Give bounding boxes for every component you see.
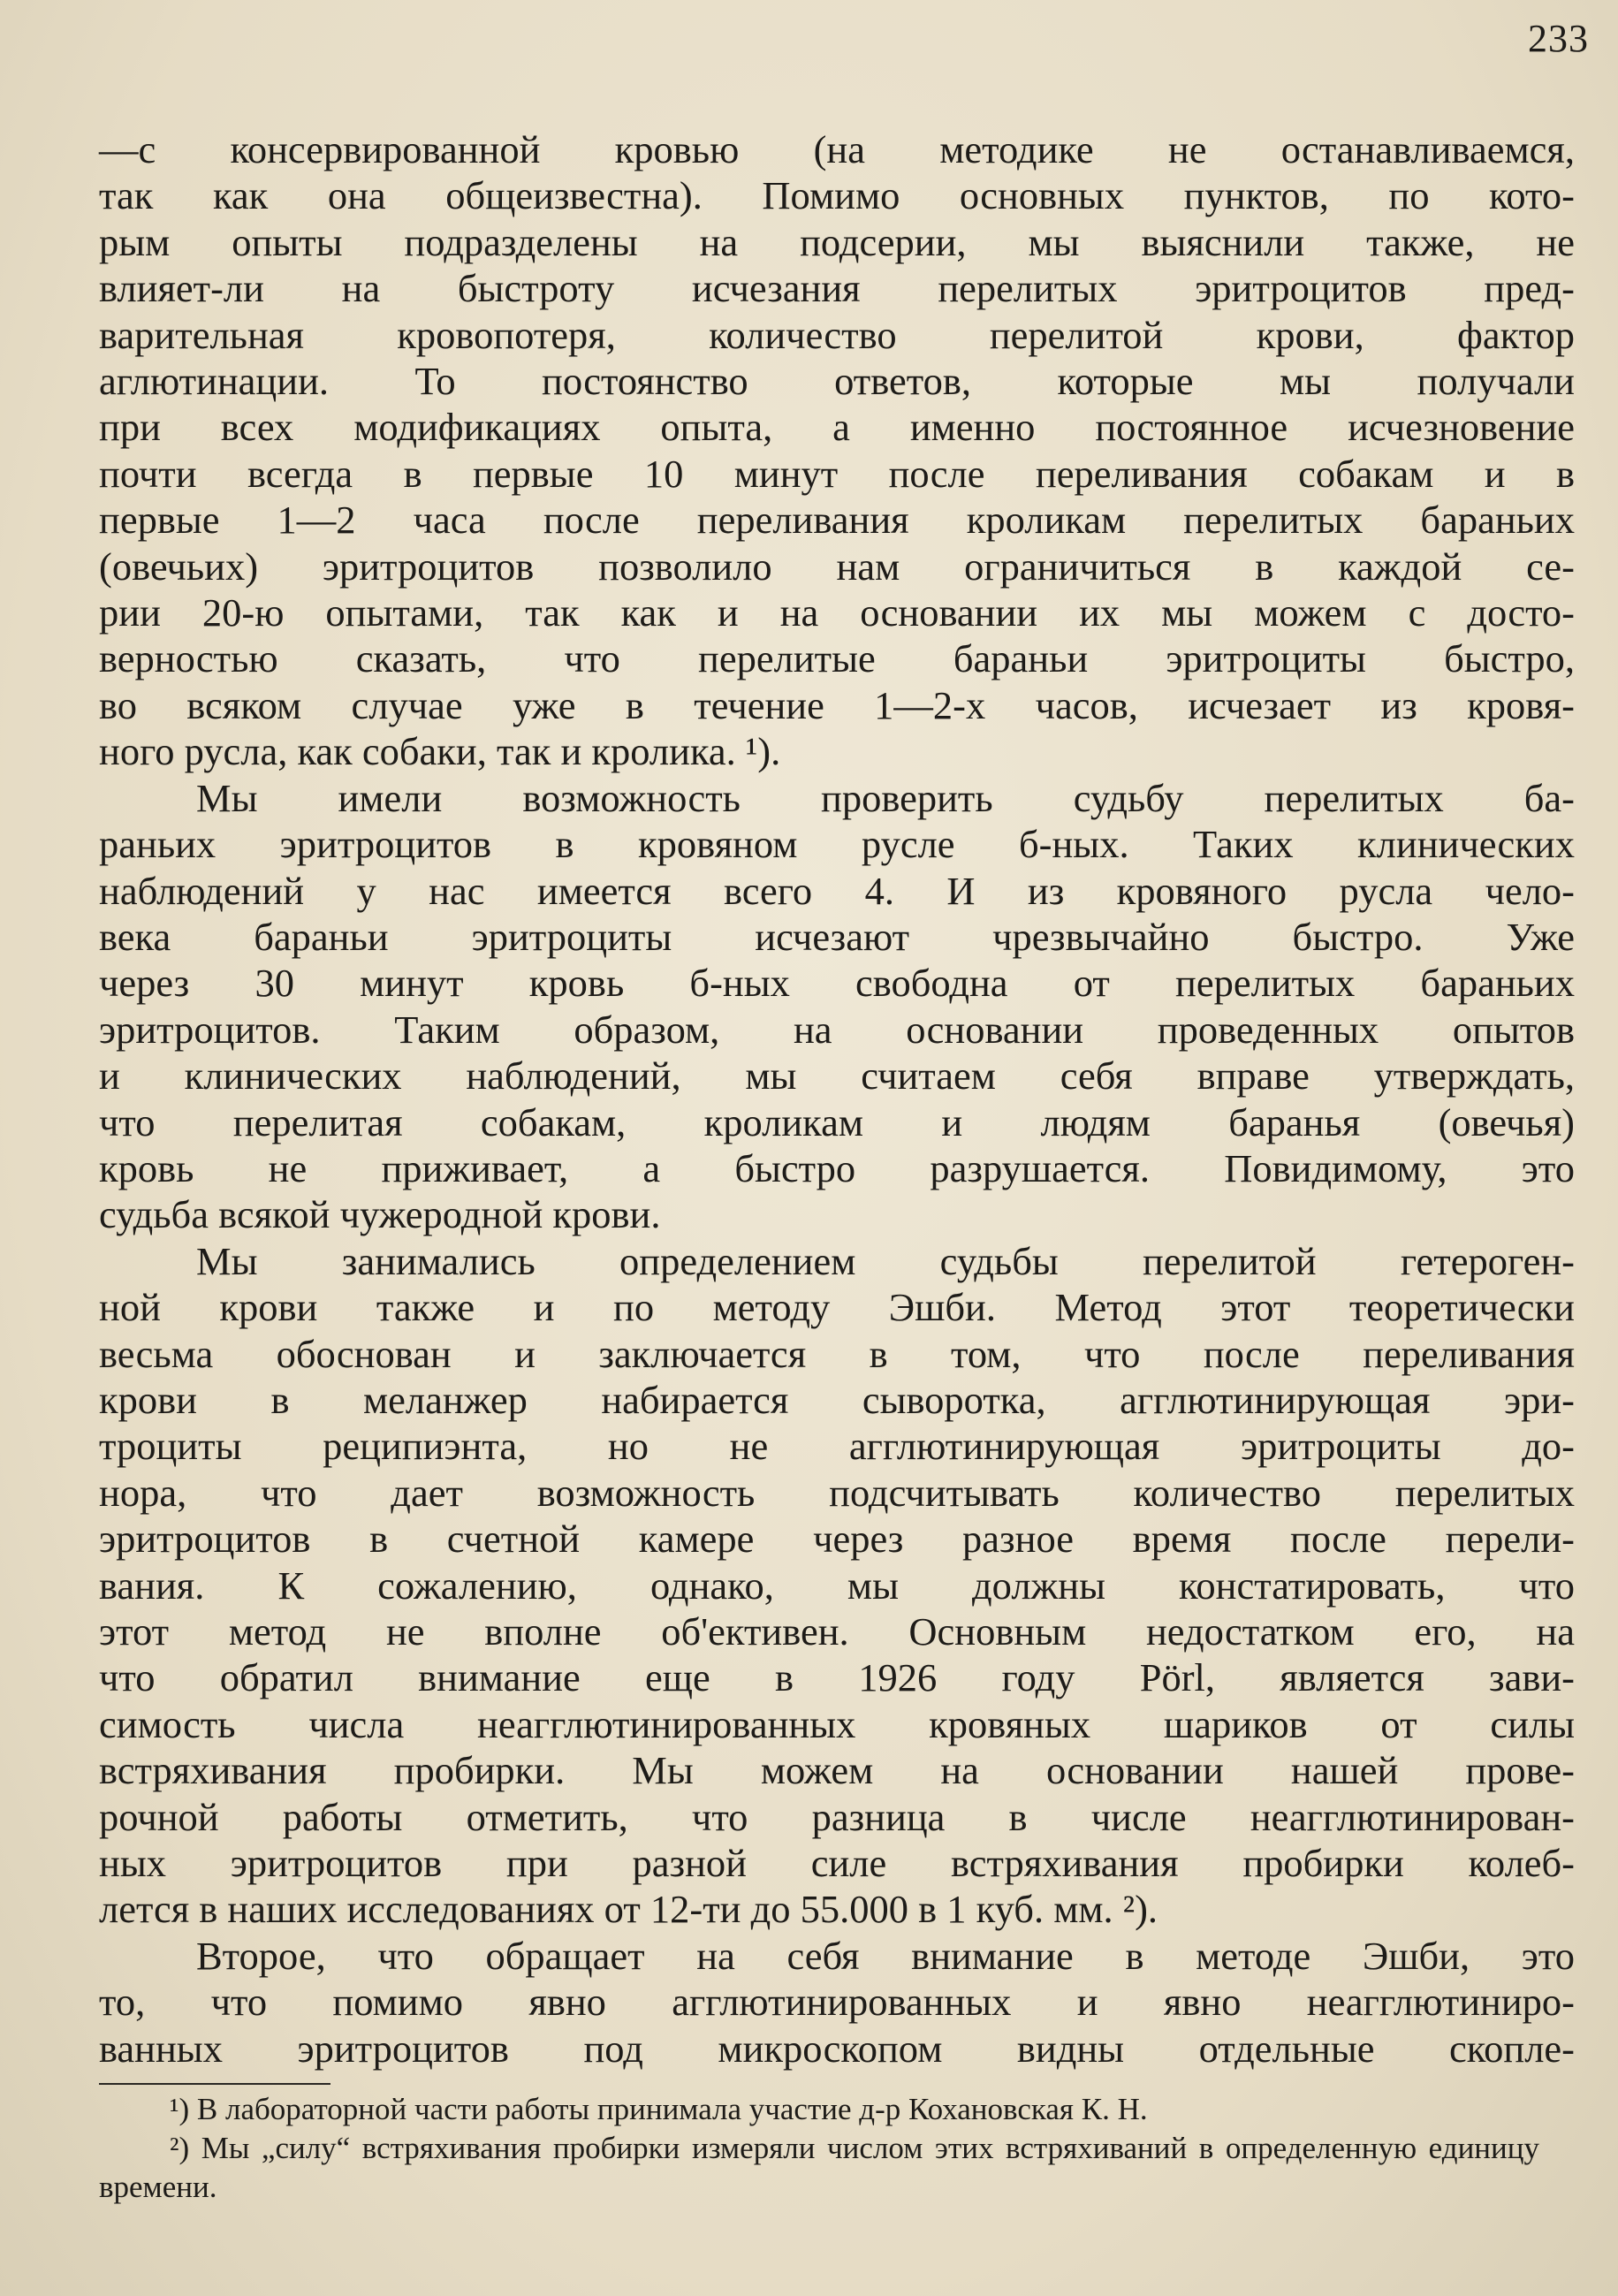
text-line: аглютинации. То постоянство ответов, которые мы получали <box>99 359 1575 404</box>
text-line: через 30 минут кровь б-ных свободна от перелитых бараньих <box>99 961 1575 1006</box>
text-line: вания. К сожалению, однако, мы должны констатировать, что <box>99 1562 1575 1608</box>
text-line: эритроцитов в счетной камере через разное время после перели- <box>99 1517 1575 1562</box>
text-line: Мы имели возможность проверить судьбу перелитых ба- <box>196 775 1575 820</box>
text-line: нора, что дает возможность подсчитывать количество перелитых <box>99 1470 1575 1515</box>
text-line: судьба всякой чужеродной крови. <box>99 1192 661 1237</box>
footnote-divider <box>99 2083 330 2085</box>
footnote-text: В лабораторной части работы принимала участие д-р Кохановская К. Н. <box>196 2092 1148 2126</box>
paragraph <box>99 1933 1575 2072</box>
text-line: то, что помимо явно агглютинированных и явно неагглютиниро- <box>99 1980 1575 2025</box>
text-line: что перелитая собакам, кроликам и людям баранья (овечья) <box>99 1099 1575 1144</box>
text-line: раньих эритроцитов в кровяном русле б-ных. Таких клинических <box>99 822 1575 867</box>
text-line: встряхивания пробирки. Мы можем на основании нашей прове- <box>99 1748 1575 1793</box>
text-line: почти всегда в первые 10 минут после переливания собакам и в <box>99 451 1575 496</box>
paragraph <box>99 775 1575 1238</box>
text-line: что обратил внимание еще в 1926 году Pörl, является зави- <box>99 1655 1575 1700</box>
text-line: влияет-ли на быстроту исчезания перелитых эритроцитов пред- <box>99 266 1575 311</box>
text-line: лется в наших исследованиях от 12-ти до 55.000 в 1 куб. мм. ²). <box>99 1887 1158 1932</box>
text-line: троциты реципиэнта, но не агглютинирующая эритроциты до- <box>99 1424 1575 1469</box>
text-line: ванных эритроцитов под микроскопом видны отдельные скопле- <box>99 2026 1575 2071</box>
text-line: верностью сказать, что перелитые бараньи эритроциты быстро, <box>99 636 1575 681</box>
footnote <box>99 2090 1539 2129</box>
text-line: и клинических наблюдений, мы считаем себя вправе утверждать, <box>99 1053 1575 1099</box>
paragraph <box>99 1238 1575 1933</box>
text-line: рии 20-ю опытами, так как и на основании их мы можем с досто- <box>99 590 1575 635</box>
text-line: этот метод не вполне об'ективен. Основным недостатком его, на <box>99 1609 1575 1654</box>
footnote-marker: ²) <box>170 2131 190 2165</box>
footnote-marker: ¹) <box>170 2092 190 2126</box>
text-line: варительная кровопотеря, количество перелитой крови, фактор <box>99 312 1575 357</box>
footnotes <box>99 2090 1539 2207</box>
text-line: кровь не приживает, а быстро разрушается. Повидимому, это <box>99 1145 1575 1190</box>
text-line: ных эритроцитов при разной силе встряхивания пробирки колеб- <box>99 1841 1575 1886</box>
text-line: ного русла, как собаки, так и кролика. ¹). <box>99 729 781 774</box>
text-line: рым опыты подразделены на подсерии, мы выяснили также, не <box>99 219 1575 264</box>
text-line: симость числа неагглютинированных кровяных шариков от силы <box>99 1701 1575 1746</box>
text-line: Второе, что обращает на себя внимание в методе Эшби, это <box>196 1933 1575 1978</box>
footnote-text: Мы „силу“ встряхивания пробирки измеряли числом этих встряхиваний в определенную единицу времени. <box>99 2131 1539 2204</box>
text-line: первые 1—2 часа после переливания кроликам перелитых бараньих <box>99 498 1575 543</box>
text-line: рочной работы отметить, что разница в числе неагглютинирован- <box>99 1794 1575 1839</box>
footnote <box>99 2129 1539 2207</box>
text-line: Мы занимались определением судьбы перелитой гетероген- <box>196 1238 1575 1283</box>
text-line: (овечьих) эритроцитов позволило нам ограничиться в каждой се- <box>99 544 1575 589</box>
text-line: так как она общеизвестна). Помимо основных пунктов, по кото- <box>99 173 1575 218</box>
paragraph <box>99 126 1575 775</box>
text-line: —с консервированной кровью (на методике не останавливаемся, <box>99 127 1575 171</box>
text-line: наблюдений у нас имеется всего 4. И из кровяного русла чело- <box>99 868 1575 913</box>
body-text <box>99 126 1575 2072</box>
text-line: крови в меланжер набирается сыворотка, агглютинирующая эри- <box>99 1377 1575 1422</box>
text-line: эритроцитов. Таким образом, на основании проведенных опытов <box>99 1007 1575 1052</box>
page-number: 233 <box>1528 17 1589 60</box>
text-line: ной крови также и по методу Эшби. Метод этот теоретически <box>99 1285 1575 1330</box>
text-line: во всяком случае уже в течение 1—2-х часов, исчезает из кровя- <box>99 682 1575 727</box>
text-line: века бараньи эритроциты исчезают чрезвычайно быстро. Уже <box>99 914 1575 959</box>
text-line: весьма обоснован и заключается в том, что после переливания <box>99 1331 1575 1376</box>
text-line: при всех модификациях опыта, а именно постоянное исчезновение <box>99 405 1575 450</box>
